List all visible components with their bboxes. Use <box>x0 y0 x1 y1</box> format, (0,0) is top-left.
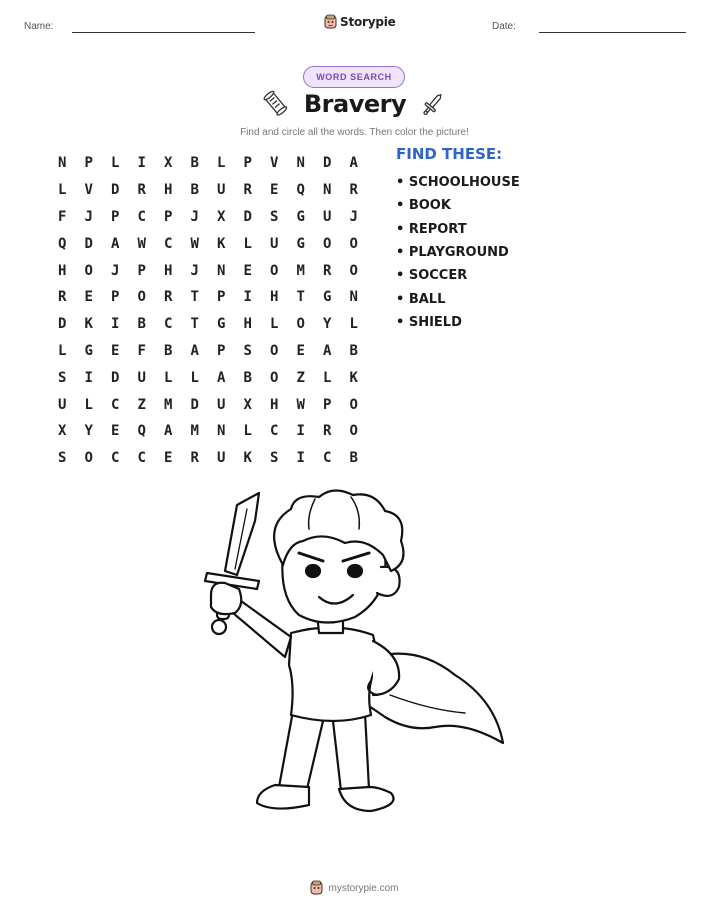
grid-letter[interactable]: U <box>217 450 226 467</box>
grid-letter[interactable]: J <box>349 208 358 225</box>
find-these-heading: FIND THESE: <box>396 145 503 163</box>
grid-letter[interactable]: P <box>164 208 173 225</box>
grid-letter[interactable]: N <box>323 182 332 199</box>
grid-letter[interactable]: S <box>58 369 67 386</box>
grid-letter[interactable]: Y <box>323 316 332 333</box>
grid-letter[interactable]: B <box>349 342 358 359</box>
left-shoe <box>257 785 309 809</box>
grid-letter[interactable]: R <box>349 182 358 199</box>
grid-letter[interactable]: L <box>243 423 252 440</box>
grid-letter[interactable]: K <box>217 235 226 252</box>
grid-letter[interactable]: W <box>190 235 199 252</box>
page-title: Bravery <box>303 90 407 118</box>
sword-pommel <box>212 620 226 634</box>
grid-letter[interactable]: G <box>296 235 305 252</box>
grid-row <box>49 364 367 391</box>
grid-letter[interactable]: I <box>296 450 305 467</box>
footer-url[interactable]: mystorypie.com <box>328 882 399 894</box>
grid-letter[interactable]: N <box>349 289 358 306</box>
grid-letter[interactable]: X <box>217 208 226 225</box>
grid-letter[interactable]: T <box>190 316 199 333</box>
grid-letter[interactable]: O <box>296 316 305 333</box>
grid-letter[interactable]: B <box>164 342 173 359</box>
grid-letter[interactable]: D <box>243 208 252 225</box>
grid-letter[interactable]: A <box>217 369 226 386</box>
grid-letter[interactable]: E <box>111 342 120 359</box>
grid-letter[interactable]: C <box>137 208 146 225</box>
grid-letter[interactable]: K <box>243 450 252 467</box>
grid-letter[interactable]: H <box>243 316 252 333</box>
grid-letter[interactable]: U <box>270 235 279 252</box>
sword-icon <box>419 90 447 118</box>
grid-letter[interactable]: M <box>296 262 305 279</box>
letter-grid[interactable] <box>49 150 367 472</box>
grid-letter[interactable]: I <box>111 316 120 333</box>
word-list-item: • PLAYGROUND <box>396 245 509 261</box>
grid-letter[interactable]: M <box>164 396 173 413</box>
grid-letter[interactable]: Q <box>296 182 305 199</box>
grid-letter[interactable]: B <box>349 450 358 467</box>
grid-row <box>49 311 367 338</box>
grid-letter[interactable]: I <box>243 289 252 306</box>
grid-letter[interactable]: C <box>137 450 146 467</box>
grid-letter[interactable]: U <box>217 396 226 413</box>
right-leg <box>333 713 369 791</box>
grid-letter[interactable]: E <box>164 450 173 467</box>
grid-letter[interactable]: P <box>111 208 120 225</box>
name-label: Name: <box>24 21 54 32</box>
grid-letter[interactable]: B <box>137 316 146 333</box>
grid-letter[interactable]: P <box>111 289 120 306</box>
grid-letter[interactable]: H <box>270 396 279 413</box>
grid-letter[interactable]: H <box>58 262 67 279</box>
grid-letter[interactable]: J <box>190 208 199 225</box>
grid-letter[interactable]: U <box>137 369 146 386</box>
grid-letter[interactable]: Q <box>58 235 67 252</box>
grid-letter[interactable]: H <box>164 262 173 279</box>
grid-row <box>49 284 367 311</box>
grid-letter[interactable]: D <box>111 182 120 199</box>
grid-letter[interactable]: C <box>323 450 332 467</box>
grid-letter[interactable]: R <box>137 182 146 199</box>
grid-row <box>49 418 367 445</box>
grid-letter[interactable]: O <box>349 423 358 440</box>
grid-letter[interactable]: I <box>137 155 146 172</box>
grid-letter[interactable]: O <box>349 396 358 413</box>
shirt <box>289 627 379 721</box>
grid-letter[interactable]: O <box>323 235 332 252</box>
grid-letter[interactable]: O <box>137 289 146 306</box>
grid-letter[interactable]: C <box>164 235 173 252</box>
grid-letter[interactable]: R <box>58 289 67 306</box>
grid-letter[interactable]: D <box>190 396 199 413</box>
grid-letter[interactable]: Q <box>137 423 146 440</box>
grid-letter[interactable]: Z <box>296 369 305 386</box>
grid-letter[interactable]: B <box>190 155 199 172</box>
grid-letter[interactable]: R <box>323 423 332 440</box>
storypie-mascot-icon <box>310 880 323 896</box>
grid-letter[interactable]: X <box>164 155 173 172</box>
grid-letter[interactable]: P <box>137 262 146 279</box>
grid-letter[interactable]: G <box>296 208 305 225</box>
grid-letter[interactable]: X <box>58 423 67 440</box>
left-leg <box>279 711 323 789</box>
grid-letter[interactable]: A <box>164 423 173 440</box>
grid-letter[interactable]: L <box>84 396 93 413</box>
grid-row <box>49 230 367 257</box>
grid-letter[interactable]: W <box>296 396 305 413</box>
grid-letter[interactable]: C <box>164 316 173 333</box>
scroll-icon <box>262 90 290 118</box>
grid-letter[interactable]: R <box>164 289 173 306</box>
grid-letter[interactable]: A <box>190 342 199 359</box>
ear <box>377 567 400 596</box>
grid-letter[interactable]: O <box>270 342 279 359</box>
coloring-picture-hero-boy[interactable] <box>195 485 515 825</box>
brand-logo <box>324 14 396 30</box>
grid-letter[interactable]: O <box>349 262 358 279</box>
grid-letter[interactable]: J <box>111 262 120 279</box>
word-list-item: • SHIELD <box>396 314 462 330</box>
grid-letter[interactable]: R <box>190 450 199 467</box>
grid-row <box>49 204 367 231</box>
grid-letter[interactable]: G <box>217 316 226 333</box>
date-line[interactable] <box>539 32 686 33</box>
grid-letter[interactable]: K <box>84 316 93 333</box>
grid-row <box>49 338 367 365</box>
grid-letter[interactable]: L <box>243 235 252 252</box>
grid-letter[interactable]: L <box>217 155 226 172</box>
grid-letter[interactable]: I <box>84 369 93 386</box>
grid-row <box>49 177 367 204</box>
grid-letter[interactable]: E <box>111 423 120 440</box>
grid-letter[interactable]: T <box>296 289 305 306</box>
word-list-item: • SOCCER <box>396 268 468 284</box>
grid-letter[interactable]: I <box>296 423 305 440</box>
grid-letter[interactable]: V <box>84 182 93 199</box>
right-shoe <box>339 787 394 811</box>
grid-letter[interactable]: G <box>84 342 93 359</box>
word-list-item: • REPORT <box>396 221 467 237</box>
grid-letter[interactable]: L <box>349 316 358 333</box>
grid-letter[interactable]: C <box>111 396 120 413</box>
grid-letter[interactable]: L <box>190 369 199 386</box>
grid-letter[interactable]: L <box>323 369 332 386</box>
grid-letter[interactable]: L <box>270 316 279 333</box>
grid-letter[interactable]: N <box>58 155 67 172</box>
grid-letter[interactable]: U <box>58 396 67 413</box>
grid-letter[interactable]: P <box>323 396 332 413</box>
grid-letter[interactable]: O <box>270 262 279 279</box>
raised-arm <box>233 601 291 657</box>
grid-letter[interactable]: D <box>84 235 93 252</box>
word-list-item: • BOOK <box>396 198 451 214</box>
grid-letter[interactable]: J <box>190 262 199 279</box>
grid-letter[interactable]: O <box>84 262 93 279</box>
grid-letter[interactable]: L <box>58 182 67 199</box>
word-search-badge: WORD SEARCH <box>303 66 405 88</box>
grid-letter[interactable]: N <box>296 155 305 172</box>
grid-letter[interactable]: C <box>111 450 120 467</box>
name-line[interactable] <box>72 32 255 33</box>
grid-letter[interactable]: O <box>349 235 358 252</box>
grid-letter[interactable]: V <box>270 155 279 172</box>
grid-letter[interactable]: T <box>190 289 199 306</box>
brand-name: Storypie <box>340 15 396 29</box>
grid-letter[interactable]: L <box>164 369 173 386</box>
grid-row <box>49 391 367 418</box>
grid-letter[interactable]: L <box>58 342 67 359</box>
date-label: Date: <box>492 21 516 32</box>
grid-letter[interactable]: E <box>243 262 252 279</box>
grid-letter[interactable]: J <box>84 208 93 225</box>
grid-letter[interactable]: E <box>270 182 279 199</box>
grid-letter[interactable]: P <box>243 155 252 172</box>
grid-letter[interactable]: S <box>270 450 279 467</box>
grid-letter[interactable]: E <box>84 289 93 306</box>
grid-letter[interactable]: K <box>349 369 358 386</box>
grid-letter[interactable]: A <box>349 155 358 172</box>
grid-letter[interactable]: Y <box>84 423 93 440</box>
grid-letter[interactable]: R <box>243 182 252 199</box>
storypie-mascot-icon <box>324 14 337 30</box>
grid-letter[interactable]: P <box>217 342 226 359</box>
grid-letter[interactable]: B <box>243 369 252 386</box>
grid-letter[interactable]: E <box>296 342 305 359</box>
grid-letter[interactable]: M <box>190 423 199 440</box>
grid-letter[interactable]: X <box>243 396 252 413</box>
grid-row <box>49 445 367 472</box>
grid-letter[interactable]: U <box>217 182 226 199</box>
grid-letter[interactable]: Z <box>137 396 146 413</box>
grid-letter[interactable]: U <box>323 208 332 225</box>
grid-letter[interactable]: S <box>243 342 252 359</box>
grid-letter[interactable]: O <box>270 369 279 386</box>
grid-letter[interactable]: R <box>323 262 332 279</box>
grid-letter[interactable]: N <box>217 262 226 279</box>
grid-letter[interactable]: H <box>270 289 279 306</box>
grid-letter[interactable]: F <box>137 342 146 359</box>
footer <box>0 880 709 896</box>
grid-letter[interactable]: C <box>270 423 279 440</box>
word-list-item: • SCHOOLHOUSE <box>396 175 520 191</box>
grid-row <box>49 150 367 177</box>
grid-letter[interactable]: F <box>58 208 67 225</box>
grid-letter[interactable]: S <box>270 208 279 225</box>
grid-letter[interactable]: O <box>84 450 93 467</box>
word-list <box>396 171 520 334</box>
grid-row <box>49 257 367 284</box>
grid-letter[interactable]: H <box>164 182 173 199</box>
grid-letter[interactable]: A <box>323 342 332 359</box>
grid-letter[interactable]: N <box>217 423 226 440</box>
grid-letter[interactable]: B <box>190 182 199 199</box>
grid-letter[interactable]: S <box>58 450 67 467</box>
grid-letter[interactable]: A <box>111 235 120 252</box>
word-list-item: • BALL <box>396 291 446 307</box>
fist <box>211 583 241 614</box>
grid-letter[interactable]: D <box>111 369 120 386</box>
instructions: Find and circle all the words. Then color the picture! <box>240 127 469 138</box>
grid-letter[interactable]: W <box>137 235 146 252</box>
grid-letter[interactable]: P <box>217 289 226 306</box>
grid-letter[interactable]: G <box>323 289 332 306</box>
grid-letter[interactable]: D <box>58 316 67 333</box>
grid-letter[interactable]: D <box>323 155 332 172</box>
grid-letter[interactable]: L <box>111 155 120 172</box>
grid-letter[interactable]: P <box>84 155 93 172</box>
